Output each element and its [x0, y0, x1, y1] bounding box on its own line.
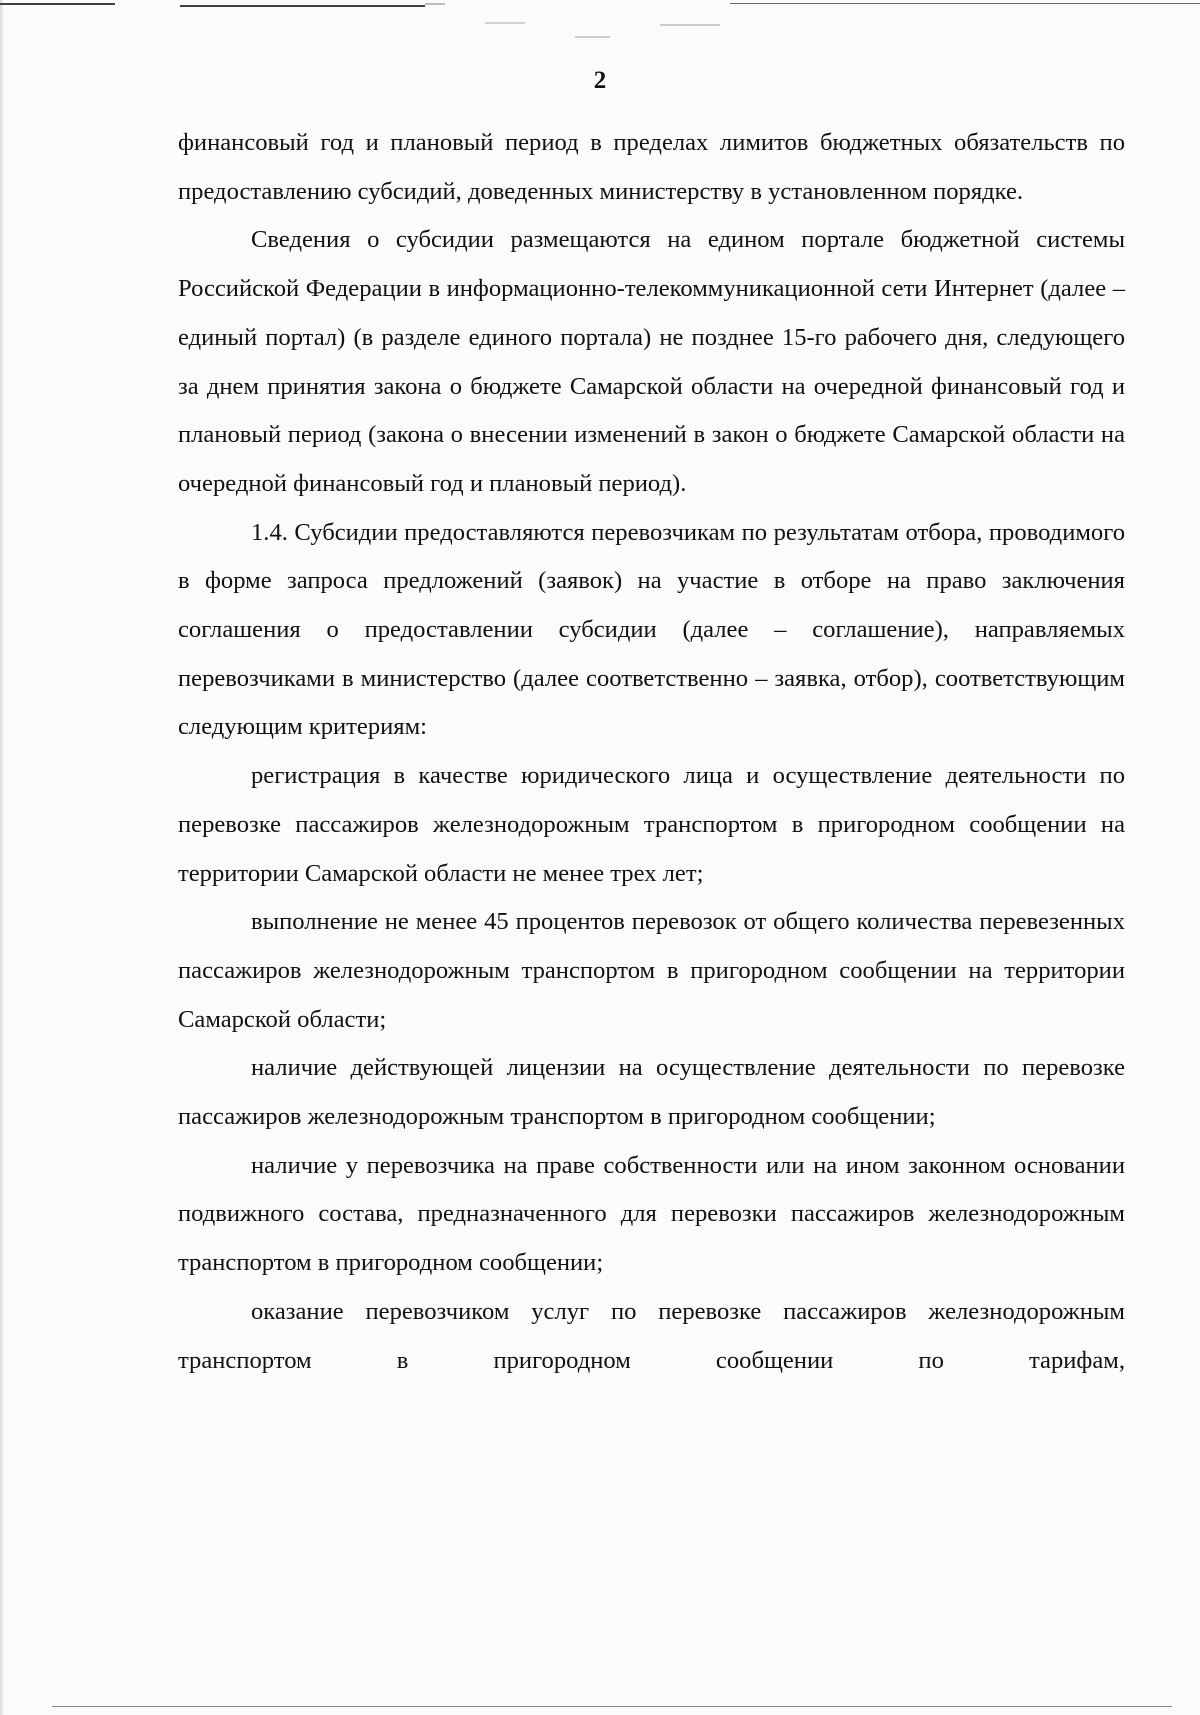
scan-artifact-noise [660, 24, 720, 26]
scan-artifact-line [180, 5, 425, 7]
scan-top-artifacts [0, 0, 1200, 18]
scan-artifact-noise [485, 22, 525, 24]
scan-left-edge-shadow [0, 0, 4, 1715]
page-number: 2 [593, 67, 607, 94]
paragraph-2: Сведения о субсидии размещаются на едином портале бюджетной системы Российской Федерации в информационно-телекоммуникационной сети Интернет (далее – единый портал) (в разделе единого портала) не позднее 15-го рабочего дня, следующего за днем принятия закона о бюджете Самарской области на очередной финансовый год и плановый период (закона о внесении изменений в закон о бюджете Самарской области на очередной финансовый год и плановый период). [178, 226, 1125, 497]
scan-artifact-noise [575, 36, 610, 38]
paragraph-7: наличие у перевозчика на праве собственности или на ином законном основании подвижного состава, предназначенного для перевозки пассажиров железнодорожным транспортом в пригородном сообщении; [178, 1151, 1125, 1277]
document-body [178, 119, 1125, 1385]
scan-artifact-line [0, 3, 115, 5]
scan-bottom-artifacts [0, 1699, 1200, 1715]
scan-artifact-noise [425, 3, 445, 5]
paragraph-3: 1.4. Субсидии предоставляются перевозчикам по результатам отбора, проводимого в форме запроса предложений (заявок) на участие в отборе на право заключения соглашения о предоставлении субсидии (далее – соглашение), направляемых перевозчиками в министерство (далее соответственно – заявка, отбор), соответствующим следующим критериям: [178, 518, 1125, 741]
paragraph-1: финансовый год и плановый период в пределах лимитов бюджетных обязательств по предоставлению субсидий, доведенных министерству в установленном порядке. [178, 129, 1125, 205]
paragraph-6: наличие действующей лицензии на осуществление деятельности по перевозке пассажиров железнодорожным транспортом в пригородном сообщении; [178, 1054, 1125, 1131]
paragraph-8: оказание перевозчиком услуг по перевозке пассажиров железнодорожным транспортом в пригородном сообщении по тарифам, [178, 1297, 1125, 1374]
paragraph-5: выполнение не менее 45 процентов перевозок от общего количества перевезенных пассажиров железнодорожным транспортом в пригородном сообщении на территории Самарской области; [178, 908, 1125, 1033]
scan-artifact-line [52, 1706, 1172, 1707]
paragraph-4: регистрация в качестве юридического лица и осуществление деятельности по перевозке пассажиров железнодорожным транспортом в пригородном сообщении на территории Самарской области не менее трех лет; [178, 762, 1125, 887]
scan-artifact-line [730, 3, 1200, 4]
